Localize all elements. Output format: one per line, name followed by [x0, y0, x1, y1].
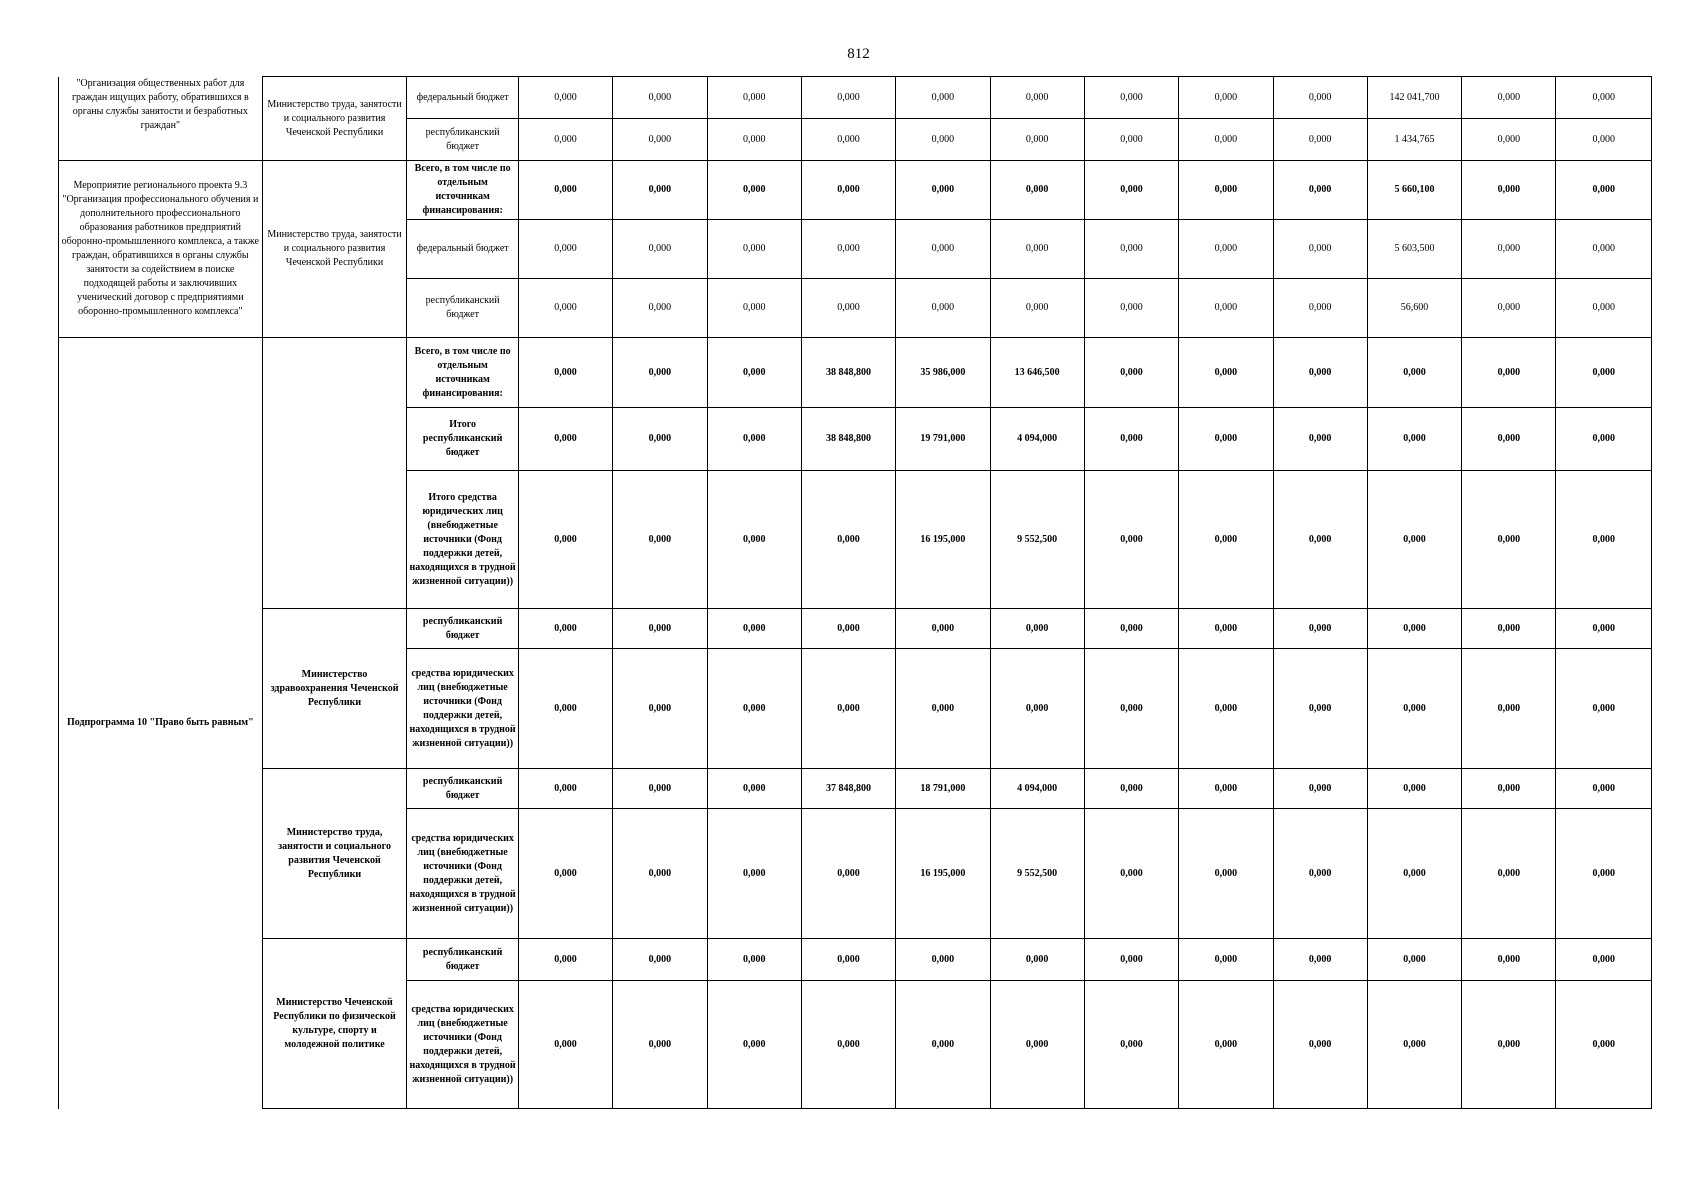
amount-cell: 0,000: [896, 981, 990, 1109]
amount-cell: 0,000: [518, 609, 612, 649]
amount-cell: 0,000: [518, 119, 612, 161]
funding-source-cell: средства юридических лиц (внебюджетные источники (Фонд поддержки детей, находящихся в трудной жизненной ситуации)): [407, 649, 518, 769]
amount-cell: 0,000: [613, 981, 707, 1109]
amount-cell: 0,000: [1084, 981, 1178, 1109]
amount-cell: 0,000: [613, 161, 707, 220]
amount-cell: 0,000: [1462, 609, 1556, 649]
amount-cell: 0,000: [1556, 939, 1652, 981]
funding-source-cell: республиканский бюджет: [407, 279, 518, 338]
amount-cell: 0,000: [990, 649, 1084, 769]
amount-cell: 16 195,000: [896, 809, 990, 939]
amount-cell: 0,000: [1273, 809, 1367, 939]
amount-cell: 0,000: [1273, 769, 1367, 809]
amount-cell: 0,000: [1179, 981, 1273, 1109]
amount-cell: 0,000: [1273, 471, 1367, 609]
amount-cell: 0,000: [518, 471, 612, 609]
amount-cell: 0,000: [518, 981, 612, 1109]
amount-cell: 0,000: [1462, 981, 1556, 1109]
funding-source-cell: средства юридических лиц (внебюджетные источники (Фонд поддержки детей, находящихся в трудной жизненной ситуации)): [407, 981, 518, 1109]
table-row: [59, 939, 1652, 981]
amount-cell: 0,000: [1556, 279, 1652, 338]
amount-cell: 0,000: [801, 471, 895, 609]
amount-cell: 0,000: [707, 161, 801, 220]
amount-cell: 0,000: [1462, 769, 1556, 809]
executor-cell: Министерство Чеченской Республики по физической культуре, спорту и молодежной политике: [262, 939, 407, 1109]
funding-source-cell: республиканский бюджет: [407, 609, 518, 649]
amount-cell: 0,000: [1556, 809, 1652, 939]
amount-cell: 0,000: [1179, 649, 1273, 769]
amount-cell: 0,000: [518, 408, 612, 471]
amount-cell: 0,000: [613, 471, 707, 609]
amount-cell: 0,000: [613, 338, 707, 408]
amount-cell: 0,000: [1273, 119, 1367, 161]
amount-cell: 0,000: [896, 649, 990, 769]
amount-cell: 0,000: [1084, 279, 1178, 338]
funding-source-cell: республиканский бюджет: [407, 939, 518, 981]
amount-cell: 0,000: [1462, 939, 1556, 981]
amount-cell: 0,000: [1084, 471, 1178, 609]
amount-cell: 0,000: [1556, 119, 1652, 161]
amount-cell: 0,000: [707, 609, 801, 649]
amount-cell: 0,000: [518, 338, 612, 408]
executor-cell: Министерство труда, занятости и социального развития Чеченской Республики: [262, 161, 407, 338]
page-number: 812: [847, 46, 870, 62]
amount-cell: 0,000: [613, 119, 707, 161]
amount-cell: 0,000: [1367, 809, 1461, 939]
amount-cell: 38 848,800: [801, 338, 895, 408]
amount-cell: 0,000: [1084, 649, 1178, 769]
amount-cell: 0,000: [613, 220, 707, 279]
amount-cell: 0,000: [1462, 119, 1556, 161]
amount-cell: 0,000: [518, 77, 612, 119]
amount-cell: 0,000: [707, 408, 801, 471]
amount-cell: 37 848,800: [801, 769, 895, 809]
amount-cell: 0,000: [707, 338, 801, 408]
amount-cell: 0,000: [1084, 338, 1178, 408]
amount-cell: 0,000: [1179, 220, 1273, 279]
amount-cell: 0,000: [1556, 471, 1652, 609]
amount-cell: 0,000: [613, 609, 707, 649]
amount-cell: 0,000: [801, 220, 895, 279]
amount-cell: 0,000: [1179, 769, 1273, 809]
amount-cell: 0,000: [707, 981, 801, 1109]
amount-cell: 18 791,000: [896, 769, 990, 809]
amount-cell: 0,000: [1367, 939, 1461, 981]
funding-source-cell: средства юридических лиц (внебюджетные источники (Фонд поддержки детей, находящихся в трудной жизненной ситуации)): [407, 809, 518, 939]
amount-cell: 5 603,500: [1367, 220, 1461, 279]
amount-cell: 0,000: [1273, 77, 1367, 119]
amount-cell: 0,000: [707, 809, 801, 939]
funding-source-cell: федеральный бюджет: [407, 220, 518, 279]
amount-cell: 0,000: [896, 220, 990, 279]
amount-cell: 0,000: [707, 279, 801, 338]
amount-cell: 0,000: [518, 809, 612, 939]
amount-cell: 0,000: [896, 161, 990, 220]
amount-cell: 35 986,000: [896, 338, 990, 408]
amount-cell: 0,000: [990, 220, 1084, 279]
amount-cell: 0,000: [1462, 408, 1556, 471]
amount-cell: 0,000: [1462, 279, 1556, 338]
executor-cell: Министерство труда, занятости и социального развития Чеченской Республики: [262, 769, 407, 939]
amount-cell: 0,000: [1084, 220, 1178, 279]
amount-cell: 0,000: [1462, 220, 1556, 279]
amount-cell: 1 434,765: [1367, 119, 1461, 161]
amount-cell: 0,000: [1367, 769, 1461, 809]
amount-cell: 0,000: [1179, 609, 1273, 649]
amount-cell: 0,000: [1273, 220, 1367, 279]
amount-cell: 9 552,500: [990, 471, 1084, 609]
amount-cell: 0,000: [801, 981, 895, 1109]
amount-cell: 0,000: [1179, 119, 1273, 161]
amount-cell: 0,000: [613, 279, 707, 338]
executor-cell: [262, 338, 407, 609]
amount-cell: 0,000: [1084, 769, 1178, 809]
amount-cell: 0,000: [1556, 769, 1652, 809]
amount-cell: 0,000: [1367, 408, 1461, 471]
table-row: [59, 338, 1652, 408]
funding-source-cell: Всего, в том числе по отдельным источникам финансирования:: [407, 338, 518, 408]
amount-cell: 0,000: [801, 77, 895, 119]
amount-cell: 0,000: [1367, 338, 1461, 408]
program-name-cell: "Организация общественных работ для граждан ищущих работу, обратившихся в органы службы занятости и безработных граждан": [59, 77, 263, 161]
amount-cell: 0,000: [990, 279, 1084, 338]
amount-cell: 0,000: [613, 408, 707, 471]
amount-cell: 0,000: [1179, 471, 1273, 609]
amount-cell: 4 094,000: [990, 769, 1084, 809]
amount-cell: 0,000: [990, 161, 1084, 220]
funding-source-cell: республиканский бюджет: [407, 769, 518, 809]
amount-cell: 0,000: [801, 609, 895, 649]
amount-cell: 4 094,000: [990, 408, 1084, 471]
amount-cell: 142 041,700: [1367, 77, 1461, 119]
amount-cell: 13 646,500: [990, 338, 1084, 408]
amount-cell: 0,000: [613, 649, 707, 769]
amount-cell: 0,000: [801, 649, 895, 769]
amount-cell: 0,000: [801, 161, 895, 220]
program-name-cell: Мероприятие регионального проекта 9.3 "Организация профессионального обучения и дополнительного профессионального образования работников предприятий оборонно-промышленного комплекса, а также граждан, обратившихся в органы службы занятости за содействием в поиске подходящей работы и заключивших ученический договор с предприятиями оборонно-промышленного комплекса": [59, 161, 263, 338]
amount-cell: 0,000: [518, 220, 612, 279]
amount-cell: 0,000: [1556, 981, 1652, 1109]
amount-cell: 0,000: [990, 77, 1084, 119]
amount-cell: 0,000: [1084, 609, 1178, 649]
amount-cell: 16 195,000: [896, 471, 990, 609]
amount-cell: 0,000: [801, 119, 895, 161]
amount-cell: 5 660,100: [1367, 161, 1461, 220]
amount-cell: 0,000: [1084, 939, 1178, 981]
amount-cell: 0,000: [707, 77, 801, 119]
executor-cell: Министерство здравоохранения Чеченской Республики: [262, 609, 407, 769]
funding-source-cell: Итого средства юридических лиц (внебюджетные источники (Фонд поддержки детей, находящихся в трудной жизненной ситуации)): [407, 471, 518, 609]
amount-cell: 0,000: [1273, 408, 1367, 471]
amount-cell: 0,000: [1179, 809, 1273, 939]
amount-cell: 0,000: [1179, 338, 1273, 408]
amount-cell: 0,000: [1462, 338, 1556, 408]
table-row: [59, 161, 1652, 220]
amount-cell: 0,000: [613, 939, 707, 981]
amount-cell: 0,000: [1367, 609, 1461, 649]
amount-cell: 0,000: [1367, 649, 1461, 769]
amount-cell: 0,000: [1084, 77, 1178, 119]
amount-cell: 0,000: [1273, 161, 1367, 220]
amount-cell: 0,000: [1556, 609, 1652, 649]
amount-cell: 0,000: [801, 939, 895, 981]
amount-cell: 0,000: [1273, 981, 1367, 1109]
amount-cell: 0,000: [1084, 161, 1178, 220]
amount-cell: 0,000: [707, 220, 801, 279]
budget-table: [58, 76, 1652, 1109]
table-row: [59, 769, 1652, 809]
amount-cell: 0,000: [1273, 939, 1367, 981]
amount-cell: 19 791,000: [896, 408, 990, 471]
amount-cell: 0,000: [1273, 609, 1367, 649]
amount-cell: 0,000: [1179, 408, 1273, 471]
amount-cell: 0,000: [518, 939, 612, 981]
amount-cell: 0,000: [518, 769, 612, 809]
table-row: [59, 77, 1652, 119]
funding-source-cell: федеральный бюджет: [407, 77, 518, 119]
table-row: [59, 609, 1652, 649]
amount-cell: 0,000: [1556, 220, 1652, 279]
amount-cell: 0,000: [1273, 279, 1367, 338]
amount-cell: 0,000: [1462, 649, 1556, 769]
amount-cell: 0,000: [896, 119, 990, 161]
amount-cell: 9 552,500: [990, 809, 1084, 939]
amount-cell: 0,000: [1084, 119, 1178, 161]
amount-cell: 0,000: [990, 609, 1084, 649]
executor-cell: Министерство труда, занятости и социального развития Чеченской Республики: [262, 77, 407, 161]
amount-cell: 0,000: [1179, 939, 1273, 981]
amount-cell: 0,000: [1367, 981, 1461, 1109]
amount-cell: 0,000: [1556, 649, 1652, 769]
amount-cell: 0,000: [1367, 471, 1461, 609]
amount-cell: 0,000: [1179, 161, 1273, 220]
amount-cell: 0,000: [801, 279, 895, 338]
funding-source-cell: республиканский бюджет: [407, 119, 518, 161]
amount-cell: 0,000: [613, 769, 707, 809]
program-name-cell: Подпрограмма 10 "Право быть равным": [59, 338, 263, 1109]
amount-cell: 0,000: [1556, 161, 1652, 220]
amount-cell: 0,000: [896, 279, 990, 338]
amount-cell: 0,000: [707, 649, 801, 769]
amount-cell: 0,000: [1179, 77, 1273, 119]
amount-cell: 0,000: [1273, 649, 1367, 769]
amount-cell: 0,000: [896, 77, 990, 119]
amount-cell: 0,000: [1556, 338, 1652, 408]
amount-cell: 0,000: [518, 161, 612, 220]
amount-cell: 0,000: [518, 649, 612, 769]
amount-cell: 38 848,800: [801, 408, 895, 471]
amount-cell: 0,000: [613, 809, 707, 939]
amount-cell: 0,000: [518, 279, 612, 338]
amount-cell: 0,000: [1556, 77, 1652, 119]
amount-cell: 0,000: [1084, 809, 1178, 939]
amount-cell: 0,000: [707, 769, 801, 809]
amount-cell: 0,000: [896, 609, 990, 649]
amount-cell: 0,000: [613, 77, 707, 119]
amount-cell: 0,000: [990, 119, 1084, 161]
amount-cell: 0,000: [896, 939, 990, 981]
amount-cell: 0,000: [1462, 809, 1556, 939]
amount-cell: 0,000: [1084, 408, 1178, 471]
amount-cell: 0,000: [1462, 161, 1556, 220]
amount-cell: 0,000: [990, 939, 1084, 981]
amount-cell: 0,000: [990, 981, 1084, 1109]
amount-cell: 0,000: [1462, 471, 1556, 609]
amount-cell: 56,600: [1367, 279, 1461, 338]
amount-cell: 0,000: [1556, 408, 1652, 471]
amount-cell: 0,000: [1273, 338, 1367, 408]
funding-source-cell: Итого республиканский бюджет: [407, 408, 518, 471]
amount-cell: 0,000: [1462, 77, 1556, 119]
amount-cell: 0,000: [801, 809, 895, 939]
funding-source-cell: Всего, в том числе по отдельным источникам финансирования:: [407, 161, 518, 220]
amount-cell: 0,000: [707, 939, 801, 981]
amount-cell: 0,000: [707, 471, 801, 609]
amount-cell: 0,000: [707, 119, 801, 161]
amount-cell: 0,000: [1179, 279, 1273, 338]
